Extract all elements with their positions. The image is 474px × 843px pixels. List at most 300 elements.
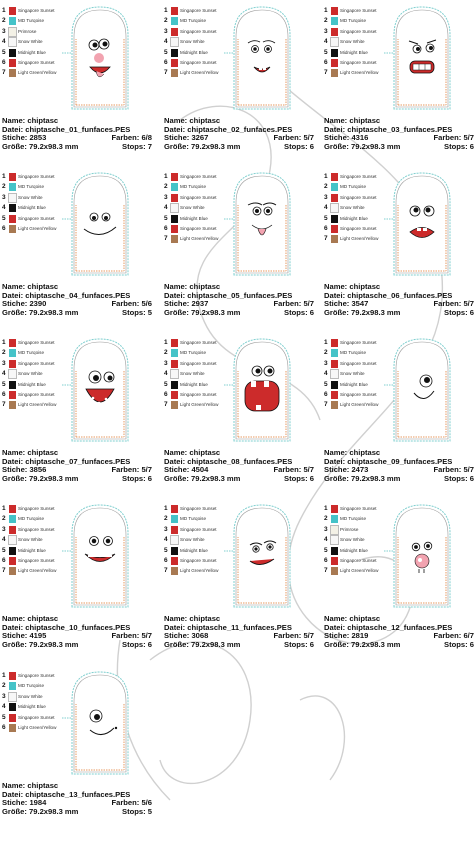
info-size-line <box>2 309 152 318</box>
file-label: Datei: <box>324 456 346 466</box>
color-count: 5/6 <box>141 299 152 309</box>
design-info <box>2 449 152 483</box>
palette-row <box>164 68 234 78</box>
palette-row <box>324 380 394 390</box>
palette-color-name: Light Green/Yellow <box>340 70 379 76</box>
file-label: Datei: <box>2 456 24 466</box>
design-name: chiptasc <box>349 448 381 457</box>
design-name: chiptasc <box>349 614 381 623</box>
stop-count: 6 <box>469 639 474 649</box>
color-swatch <box>331 38 338 46</box>
color-swatch <box>9 7 16 15</box>
palette-number: 3 <box>2 692 6 700</box>
info-size-line <box>324 475 474 484</box>
palette-row <box>2 713 72 723</box>
embroidery-preview <box>68 171 132 281</box>
palette-color-name: Singapore Sunset <box>18 673 55 678</box>
palette-number: 6 <box>2 390 6 398</box>
color-swatch <box>171 173 178 181</box>
palette-row <box>2 566 72 576</box>
palette-row <box>164 546 234 556</box>
stop-count: 6 <box>309 473 314 483</box>
embroidery-preview <box>68 670 132 780</box>
design-card <box>322 2 474 168</box>
palette-row <box>2 172 72 182</box>
color-swatch <box>171 49 178 57</box>
color-palette <box>324 338 394 411</box>
palette-row <box>324 348 394 358</box>
color-count: 5/7 <box>141 465 152 475</box>
palette-row <box>2 723 72 733</box>
colors-label: Farben: <box>273 465 302 475</box>
palette-number: 2 <box>2 183 6 191</box>
palette-number: 3 <box>164 359 168 367</box>
colors-label: Farben: <box>111 133 140 143</box>
stop-count: 6 <box>469 473 474 483</box>
palette-row <box>324 546 394 556</box>
color-swatch <box>171 536 178 544</box>
color-swatch <box>9 69 16 77</box>
palette-row <box>324 234 394 244</box>
palette-row <box>2 556 72 566</box>
palette-color-name: Primrose <box>18 28 37 34</box>
palette-number: 6 <box>2 224 6 232</box>
design-name: chiptasc <box>27 781 59 790</box>
palette-number: 1 <box>164 505 168 512</box>
embroidery-preview <box>390 5 454 115</box>
color-swatch <box>9 339 16 347</box>
palette-number: 2 <box>2 515 6 523</box>
palette-color-name: MD Turqoise <box>180 184 207 190</box>
palette-row <box>2 182 72 192</box>
palette-color-name: Snow White <box>180 371 205 377</box>
colors-label: Farben: <box>111 465 140 475</box>
color-swatch <box>331 225 338 233</box>
stitches-label: Stiche: <box>2 631 28 641</box>
color-count: 5/7 <box>303 299 314 309</box>
palette-row <box>2 338 72 348</box>
palette-color-name: Midnight Blue <box>180 547 208 553</box>
size-label: Größe: <box>2 806 27 816</box>
colors-label: Farben: <box>111 631 140 641</box>
color-swatch <box>171 28 178 36</box>
palette-number: 1 <box>324 173 328 180</box>
palette-number: 3 <box>2 193 6 201</box>
color-count: 5/7 <box>463 465 474 475</box>
color-swatch <box>331 235 338 243</box>
palette-color-name: Singapore Sunset <box>18 391 55 397</box>
colors-label: Farben: <box>273 299 302 309</box>
palette-row <box>324 48 394 58</box>
color-swatch <box>9 401 16 409</box>
palette-color-name: Singapore Sunset <box>180 506 217 511</box>
palette-row <box>2 37 72 47</box>
palette-number: 4 <box>164 204 168 212</box>
stops-group <box>444 143 474 152</box>
palette-color-name: Light Green/Yellow <box>18 724 57 730</box>
palette-number: 3 <box>2 525 6 533</box>
palette-row <box>164 525 234 535</box>
stitches-label: Stiche: <box>2 299 28 309</box>
color-palette <box>2 504 72 577</box>
palette-number: 3 <box>164 193 168 201</box>
file-label: Datei: <box>2 290 24 300</box>
palette-number: 5 <box>2 214 6 222</box>
stitch-count: 3267 <box>191 133 209 143</box>
palette-color-name: Midnight Blue <box>18 704 46 710</box>
design-size: 79.2x98.3 mm <box>29 307 79 317</box>
name-label: Name: <box>164 116 188 125</box>
design-card <box>0 334 152 500</box>
palette-row <box>2 514 72 524</box>
colors-label: Farben: <box>273 631 302 641</box>
colors-label: Farben: <box>273 133 302 143</box>
palette-number: 4 <box>2 703 6 711</box>
embroidery-preview <box>230 171 294 281</box>
palette-row <box>2 525 72 535</box>
design-card <box>0 667 152 833</box>
palette-color-name: Singapore Sunset <box>340 8 377 13</box>
palette-row <box>2 504 72 514</box>
design-name: chiptasc <box>27 116 59 125</box>
stop-count: 5 <box>147 307 152 317</box>
embroidery-preview <box>390 503 454 613</box>
color-swatch <box>171 381 178 389</box>
palette-row <box>164 535 234 545</box>
info-size-line <box>164 641 314 650</box>
palette-color-name: MD Turqoise <box>180 350 207 356</box>
info-size-line <box>164 309 314 318</box>
stitches-label: Stiche: <box>324 465 350 475</box>
design-info <box>164 449 314 483</box>
palette-number: 4 <box>324 370 328 378</box>
palette-color-name: MD Turqoise <box>18 184 45 190</box>
palette-color-name: MD Turqoise <box>340 516 367 522</box>
color-swatch <box>331 194 338 202</box>
palette-color-name: Singapore Sunset <box>340 557 377 563</box>
color-swatch <box>331 401 338 409</box>
size-label: Größe: <box>2 639 27 649</box>
design-card <box>322 334 474 500</box>
palette-color-name: Singapore Sunset <box>180 391 217 397</box>
stitches-label: Stiche: <box>2 798 28 808</box>
palette-color-name: Light Green/Yellow <box>340 236 379 242</box>
color-palette <box>2 172 72 234</box>
design-card <box>162 500 314 666</box>
stitches-label: Stiche: <box>164 133 190 143</box>
palette-number: 1 <box>2 505 6 512</box>
name-label: Name: <box>324 282 348 291</box>
file-label: Datei: <box>164 456 186 466</box>
color-swatch <box>331 173 338 181</box>
size-label: Größe: <box>2 141 27 151</box>
palette-color-name: Midnight Blue <box>18 205 46 211</box>
palette-color-name: Singapore Sunset <box>18 714 55 720</box>
stop-count: 6 <box>309 639 314 649</box>
palette-color-name: Singapore Sunset <box>180 360 217 366</box>
palette-number: 2 <box>164 17 168 25</box>
palette-row <box>2 390 72 400</box>
color-swatch <box>171 215 178 223</box>
color-palette <box>324 504 394 577</box>
stops-group <box>284 309 314 318</box>
palette-number: 4 <box>164 370 168 378</box>
embroidery-preview <box>68 503 132 613</box>
palette-color-name: MD Turqoise <box>18 350 45 356</box>
palette-row <box>324 193 394 203</box>
palette-row <box>2 400 72 410</box>
palette-row <box>164 400 234 410</box>
design-info <box>324 283 474 317</box>
palette-color-name: Snow White <box>180 205 205 211</box>
design-info <box>164 615 314 649</box>
stop-count: 6 <box>147 639 152 649</box>
color-palette <box>324 6 394 79</box>
stitch-count: 2853 <box>29 133 47 143</box>
design-card <box>322 500 474 666</box>
name-label: Name: <box>164 614 188 623</box>
palette-number: 2 <box>2 349 6 357</box>
palette-number: 2 <box>2 682 6 690</box>
name-label: Name: <box>164 448 188 457</box>
file-label: Datei: <box>164 290 186 300</box>
color-swatch <box>9 49 16 57</box>
file-name: chiptasche_05_funfaces.PES <box>187 290 293 300</box>
info-size-line <box>164 143 314 152</box>
color-swatch <box>331 7 338 15</box>
palette-row <box>2 702 72 712</box>
palette-number: 7 <box>324 401 328 409</box>
color-swatch <box>9 370 16 378</box>
design-size: 79.2x98.3 mm <box>351 639 401 649</box>
palette-number: 4 <box>324 204 328 212</box>
palette-row <box>164 37 234 47</box>
palette-row <box>324 6 394 16</box>
palette-row <box>324 556 394 566</box>
size-label: Größe: <box>164 307 189 317</box>
palette-row <box>2 214 72 224</box>
size-label: Größe: <box>324 473 349 483</box>
palette-row <box>324 172 394 182</box>
palette-color-name: MD Turqoise <box>340 350 367 356</box>
palette-row <box>2 48 72 58</box>
embroidery-preview <box>68 337 132 447</box>
color-swatch <box>331 349 338 357</box>
stitch-count: 2473 <box>351 465 369 475</box>
palette-row <box>164 380 234 390</box>
palette-number: 6 <box>324 390 328 398</box>
color-palette <box>164 504 234 577</box>
color-swatch <box>9 349 16 357</box>
embroidery-preview <box>230 5 294 115</box>
palette-color-name: Singapore Sunset <box>18 8 55 13</box>
color-swatch <box>9 526 16 534</box>
color-swatch <box>331 204 338 212</box>
palette-color-name: Midnight Blue <box>180 381 208 387</box>
file-label: Datei: <box>164 622 186 632</box>
stitch-count: 4316 <box>351 133 369 143</box>
stop-count: 6 <box>469 141 474 151</box>
color-swatch <box>9 682 16 690</box>
color-swatch <box>9 183 16 191</box>
stops-label: Stops: <box>444 141 468 151</box>
color-swatch <box>171 515 178 523</box>
palette-row <box>324 535 394 545</box>
palette-color-name: Singapore Sunset <box>180 28 217 34</box>
color-swatch <box>9 381 16 389</box>
palette-number: 1 <box>164 339 168 346</box>
palette-color-name: Snow White <box>18 39 43 45</box>
color-palette <box>164 338 234 411</box>
color-swatch <box>171 391 178 399</box>
palette-row <box>2 27 72 37</box>
file-label: Datei: <box>164 124 186 134</box>
palette-color-name: Snow White <box>340 537 365 543</box>
stops-group <box>284 143 314 152</box>
palette-number: 2 <box>324 349 328 357</box>
color-swatch <box>9 360 16 368</box>
palette-number: 5 <box>2 713 6 721</box>
color-swatch <box>171 7 178 15</box>
design-name: chiptasc <box>349 282 381 291</box>
palette-number: 6 <box>164 58 168 66</box>
color-swatch <box>331 215 338 223</box>
palette-number: 5 <box>324 48 328 56</box>
stitch-count: 3547 <box>351 299 369 309</box>
color-swatch <box>331 49 338 57</box>
palette-number: 6 <box>2 58 6 66</box>
palette-color-name: Light Green/Yellow <box>180 70 219 76</box>
palette-row <box>164 514 234 524</box>
color-swatch <box>331 360 338 368</box>
palette-row <box>2 68 72 78</box>
size-label: Größe: <box>324 639 349 649</box>
palette-color-name: MD Turqoise <box>340 184 367 190</box>
design-name: chiptasc <box>27 282 59 291</box>
design-info <box>324 615 474 649</box>
palette-color-name: Singapore Sunset <box>18 506 55 511</box>
palette-color-name: Singapore Sunset <box>180 174 217 179</box>
color-palette <box>164 6 234 79</box>
info-size-line <box>324 309 474 318</box>
stop-count: 6 <box>309 141 314 151</box>
palette-number: 3 <box>164 525 168 533</box>
palette-number: 7 <box>164 235 168 243</box>
palette-color-name: Light Green/Yellow <box>340 568 379 574</box>
palette-color-name: Midnight Blue <box>18 381 46 387</box>
palette-row <box>164 193 234 203</box>
file-name: chiptasche_01_funfaces.PES <box>25 124 131 134</box>
palette-color-name: Singapore Sunset <box>340 340 377 345</box>
colors-label: Farben: <box>111 798 140 808</box>
palette-number: 5 <box>324 546 328 554</box>
palette-color-name: MD Turqoise <box>180 516 207 522</box>
stops-group <box>444 309 474 318</box>
palette-number: 6 <box>324 556 328 564</box>
palette-number: 7 <box>2 567 6 575</box>
palette-row <box>324 504 394 514</box>
palette-row <box>2 535 72 545</box>
color-swatch <box>171 547 178 555</box>
color-swatch <box>331 381 338 389</box>
color-swatch <box>9 703 16 711</box>
color-swatch <box>331 505 338 513</box>
name-label: Name: <box>324 116 348 125</box>
color-swatch <box>171 204 178 212</box>
palette-color-name: Snow White <box>180 39 205 45</box>
color-swatch <box>171 567 178 575</box>
color-swatch <box>9 28 16 36</box>
color-swatch <box>171 339 178 347</box>
palette-number: 6 <box>164 556 168 564</box>
palette-row <box>2 692 72 702</box>
color-swatch <box>9 505 16 513</box>
color-count: 5/7 <box>303 465 314 475</box>
palette-number: 3 <box>2 359 6 367</box>
design-card <box>322 168 474 334</box>
palette-number: 3 <box>2 27 6 35</box>
palette-number: 6 <box>164 224 168 232</box>
file-name: chiptasche_13_funfaces.PES <box>25 789 131 799</box>
color-count: 5/7 <box>463 299 474 309</box>
palette-number: 3 <box>324 27 328 35</box>
palette-color-name: Singapore Sunset <box>180 59 217 65</box>
color-swatch <box>9 714 16 722</box>
palette-number: 4 <box>324 38 328 46</box>
palette-row <box>2 671 72 681</box>
color-swatch <box>9 38 16 46</box>
palette-number: 2 <box>324 515 328 523</box>
stops-label: Stops: <box>122 806 146 816</box>
color-swatch <box>9 693 16 701</box>
palette-row <box>324 514 394 524</box>
palette-color-name: Singapore Sunset <box>180 340 217 345</box>
color-swatch <box>9 515 16 523</box>
design-info <box>164 283 314 317</box>
palette-row <box>2 380 72 390</box>
color-swatch <box>331 547 338 555</box>
file-label: Datei: <box>2 622 24 632</box>
palette-color-name: Snow White <box>180 537 205 543</box>
palette-number: 7 <box>164 401 168 409</box>
palette-number: 5 <box>164 48 168 56</box>
color-swatch <box>9 391 16 399</box>
palette-row <box>164 359 234 369</box>
palette-color-name: MD Turqoise <box>18 18 45 24</box>
palette-color-name: Snow White <box>340 371 365 377</box>
file-name: chiptasche_06_funfaces.PES <box>347 290 453 300</box>
palette-row <box>164 504 234 514</box>
name-label: Name: <box>324 614 348 623</box>
palette-color-name: Singapore Sunset <box>340 506 377 511</box>
design-card <box>0 168 152 334</box>
design-size: 79.2x98.3 mm <box>29 141 79 151</box>
palette-row <box>324 58 394 68</box>
stitches-label: Stiche: <box>2 465 28 475</box>
color-count: 5/7 <box>303 133 314 143</box>
color-swatch <box>9 557 16 565</box>
stops-label: Stops: <box>444 473 468 483</box>
palette-color-name: Singapore Sunset <box>340 194 377 200</box>
palette-row <box>164 172 234 182</box>
color-count: 6/8 <box>141 133 152 143</box>
stitch-count: 3856 <box>29 465 47 475</box>
color-count: 5/6 <box>141 798 152 808</box>
palette-number: 7 <box>164 69 168 77</box>
stop-count: 6 <box>309 307 314 317</box>
palette-row <box>164 16 234 26</box>
palette-number: 1 <box>324 7 328 14</box>
